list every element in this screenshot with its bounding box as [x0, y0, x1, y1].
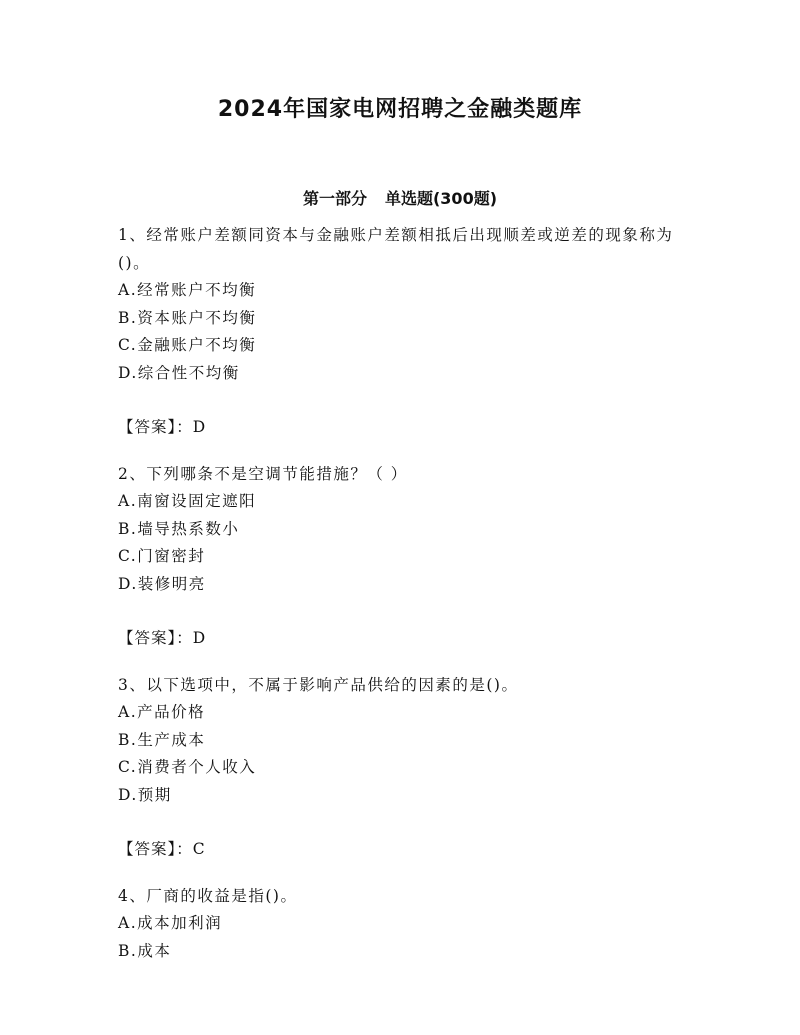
option-a: A.成本加利润: [118, 914, 223, 932]
option-b: B.成本: [118, 941, 172, 960]
answer-label: 【答案】：: [118, 418, 193, 436]
question-item: [118, 883, 698, 966]
question-item: [118, 222, 698, 461]
document-title: 2024年国家电网招聘之金融类题库: [217, 97, 583, 122]
question-stem: 1、经常账户差额同资本与金融账户差额相抵后出现顺差或逆差的现象称为()。: [118, 226, 674, 272]
option-c: C.金融账户不均衡: [118, 336, 257, 354]
option-a: A.产品价格: [118, 703, 206, 721]
option-c: C.门窗密封: [118, 547, 206, 565]
option-d: D.综合性不均衡: [118, 363, 240, 382]
answer-line: [118, 414, 698, 442]
answer-line: [118, 836, 698, 864]
question-list: [118, 222, 698, 965]
option-b: B.墙导热系数小: [118, 519, 240, 538]
option-a: A.南窗设固定遮阳: [118, 492, 257, 510]
question-item: [118, 672, 698, 883]
answer-line: [118, 625, 698, 653]
option-a: A.经常账户不均衡: [118, 281, 257, 299]
option-d: D.预期: [118, 785, 172, 804]
option-c: C.消费者个人收入: [118, 758, 257, 776]
question-stem: 3、以下选项中，不属于影响产品供给的因素的是()。: [118, 675, 519, 694]
section-part: 第一部分: [302, 189, 367, 208]
option-b: B.生产成本: [118, 730, 206, 749]
answer-value: C: [192, 840, 207, 858]
option-b: B.资本账户不均衡: [118, 308, 257, 327]
option-d: D.装修明亮: [118, 574, 206, 593]
answer-label: 【答案】：: [118, 629, 193, 647]
answer-value: D: [192, 629, 207, 647]
question-stem: 4、厂商的收益是指()。: [118, 886, 298, 905]
question-stem: 2、下列哪条不是空调节能措施？（ ）: [118, 464, 408, 483]
question-item: [118, 461, 698, 672]
answer-label: 【答案】：: [118, 840, 193, 858]
section-name: 单选题(300题): [384, 189, 498, 208]
answer-value: D: [192, 418, 207, 436]
section-heading: [0, 186, 800, 209]
